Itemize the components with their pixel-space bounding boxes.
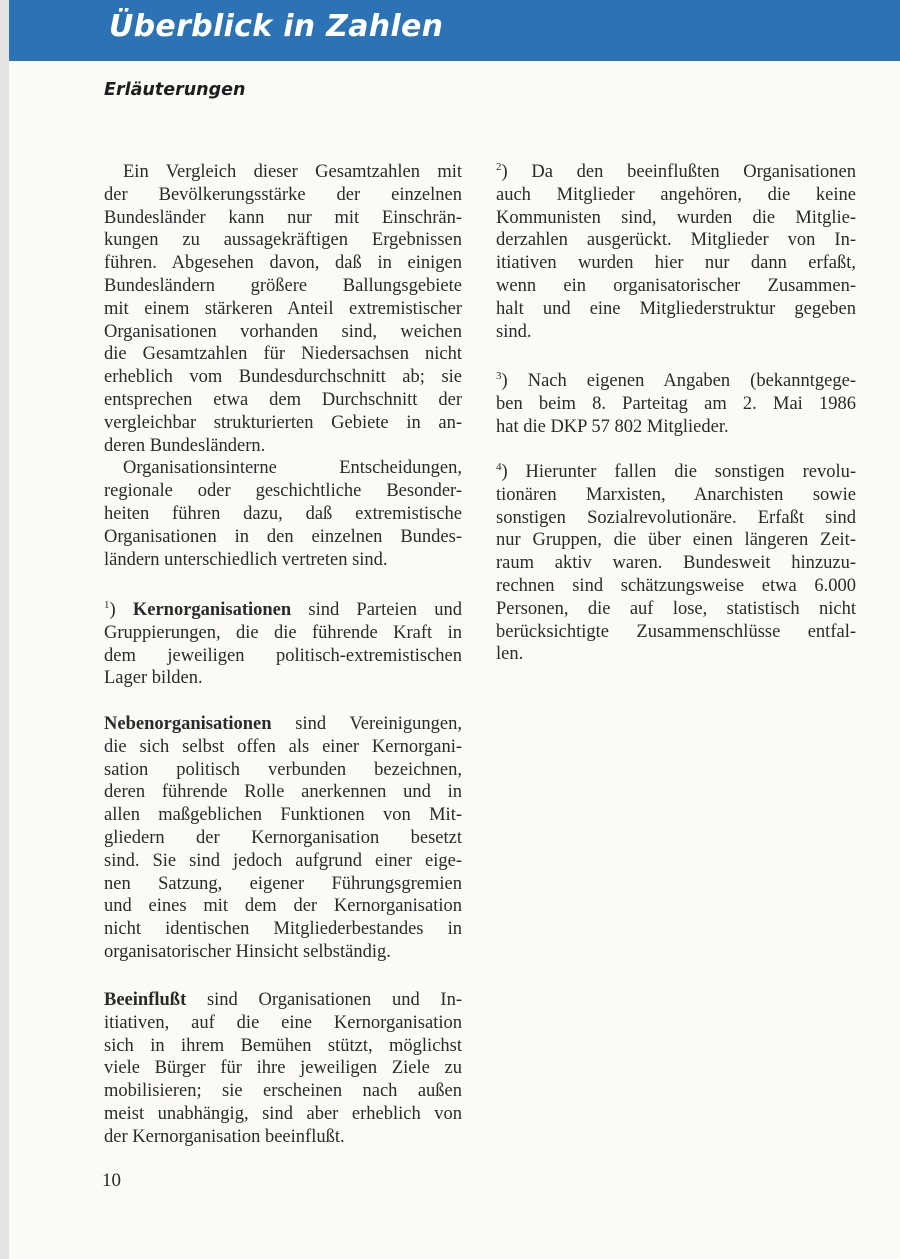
page-number: 10 xyxy=(102,1170,121,1191)
text-line: Bundesländern größere Ballungsgebiete xyxy=(104,275,462,296)
text-line: raum aktiv waren. Bundesweit hinzuzu- xyxy=(496,553,856,574)
footnote-marker: 1 xyxy=(104,599,110,611)
text-line: viele Bürger für ihre jeweiligen Ziele zu xyxy=(104,1058,462,1079)
text-line: len. xyxy=(496,644,524,665)
text-line: itiativen wurden hier nur dann erfaßt, xyxy=(496,253,856,274)
definition-first-line xyxy=(104,713,462,736)
definition-beeinflusst xyxy=(104,989,462,1149)
footnote-3 xyxy=(496,370,856,438)
footnote-marker: 2 xyxy=(496,161,502,173)
text-fragment: sind Vereinigungen, xyxy=(271,714,462,734)
text-line: auch Mitglieder angehören, die keine xyxy=(496,184,856,205)
text-line: sich in ihrem Bemühen stützt, möglichst xyxy=(104,1035,462,1056)
text-line: heiten führen dazu, daß extremistische xyxy=(104,503,462,524)
page-title: Überblick in Zahlen xyxy=(109,9,444,44)
text-line: berücksichtigte Zusammenschlüsse entfal- xyxy=(496,621,856,642)
text-line: die sich selbst offen als einer Kernorgani- xyxy=(104,736,462,757)
term-beeinflusst: Beeinflußt xyxy=(104,990,187,1010)
footnote-4 xyxy=(496,461,856,666)
text-line: mit einem stärkeren Anteil extremistischer xyxy=(104,298,462,319)
text-line: nur Gruppen, die über einen längeren Zeit- xyxy=(496,530,856,551)
text-line: tionären Marxisten, Anarchisten sowie xyxy=(496,484,856,505)
text-line: und eines mit dem der Kernorganisation xyxy=(104,896,462,917)
text-line: allen maßgeblichen Funktionen von Mit- xyxy=(104,805,462,826)
text-line: Gruppierungen, die die führende Kraft in xyxy=(104,622,462,643)
text-line: organisatorischer Hinsicht selbständig. xyxy=(104,941,391,962)
footnote-4-first-line xyxy=(496,461,856,484)
footnote-1 xyxy=(104,599,462,690)
text-line: ben beim 8. Parteitag am 2. Mai 1986 xyxy=(496,393,856,414)
footnote-2 xyxy=(496,161,856,343)
text-line: itiativen, auf die eine Kernorganisation xyxy=(104,1012,462,1033)
text-line: Personen, die auf lose, statistisch nicht xyxy=(496,598,856,619)
text-line: die Gesamtzahlen für Niedersachsen nicht xyxy=(104,344,462,365)
footnote-3-first-line xyxy=(496,370,856,393)
text-line: führen. Abgesehen davon, daß in einigen xyxy=(104,253,462,274)
footnote-2-first-line xyxy=(496,161,856,184)
text-line: vergleichbar strukturierten Gebiete in an- xyxy=(104,412,462,433)
text-line: ländern unterschiedlich vertreten sind. xyxy=(104,549,388,570)
term-nebenorganisationen: Nebenorganisationen xyxy=(104,714,272,734)
text-line: Organisationen vorhanden sind, weichen xyxy=(104,321,462,342)
text-line: der Bevölkerungsstärke der einzelnen xyxy=(104,184,462,205)
text-line: gliedern der Kernorganisation besetzt xyxy=(104,827,462,848)
text-line: halt und eine Mitgliederstruktur gegeben xyxy=(496,298,856,319)
text-line: meist unabhängig, sind aber erheblich von xyxy=(104,1103,462,1124)
text-line: regionale oder geschichtliche Besonder- xyxy=(104,481,462,502)
text-line: sind. xyxy=(496,321,532,342)
text-line: Bundesländer kann nur mit Einschrän- xyxy=(104,207,462,228)
term-kernorganisationen: Kernorganisationen xyxy=(132,600,292,620)
text-fragment: sind Organisationen und In- xyxy=(186,990,462,1010)
footnote-1-first-line: $^1$) Kernorganisationen sind Parteien und xyxy=(104,599,462,620)
text-line: mobilisieren; sie erscheinen nach außen xyxy=(104,1081,462,1102)
text-fragment: ) Nach eigenen Angaben (bekanntgege- xyxy=(501,371,856,391)
definition-nebenorganisationen xyxy=(104,713,462,964)
definition-first-line xyxy=(104,989,462,1012)
text-line: sation politisch verbunden bezeichnen, xyxy=(104,759,462,780)
text-line: entsprechen etwa dem Durchschnitt der xyxy=(104,389,462,410)
text-line: nen Satzung, eigener Führungsgremien xyxy=(104,873,462,894)
text-line: deren führende Rolle anerkennen und in xyxy=(104,782,462,803)
text-line: nicht identischen Mitgliederbestandes in xyxy=(104,919,462,940)
text-line: Lager bilden. xyxy=(104,668,203,689)
text-line: derzahlen ausgerückt. Mitglieder von In- xyxy=(496,230,856,251)
text-line: kungen zu aussagekräftigen Ergebnissen xyxy=(104,230,462,251)
page-binding-edge xyxy=(0,0,9,1259)
footnote-marker: 4 xyxy=(496,461,502,473)
text-line: dem jeweiligen politisch-extremistischen xyxy=(104,645,462,666)
text-fragment: sind Parteien und xyxy=(291,600,462,620)
text-line: Ein Vergleich dieser Gesamtzahlen mit xyxy=(123,162,462,182)
text-line: rechnen sind schätzungsweise etwa 6.000 xyxy=(496,575,856,596)
text-line: deren Bundesländern. xyxy=(104,435,266,456)
header-banner xyxy=(9,0,900,61)
text-line: hat die DKP 57 802 Mitglieder. xyxy=(496,416,729,437)
section-heading: Erläuterungen xyxy=(104,80,246,100)
intro-paragraph xyxy=(104,161,462,571)
text-line: der Kernorganisation beeinflußt. xyxy=(104,1126,345,1147)
footnote-marker: 3 xyxy=(496,370,502,382)
text-line: Organisationen in den einzelnen Bundes- xyxy=(104,526,462,547)
text-fragment: ) Hierunter fallen die sonstigen revolu- xyxy=(501,462,856,482)
text-line: sonstigen Sozialrevolutionäre. Erfaßt sind xyxy=(496,507,856,528)
text-line: Organisationsinterne Entscheidungen, xyxy=(123,458,462,479)
text-line: wenn ein organisatorischer Zusammen- xyxy=(496,275,856,296)
text-line: erheblich vom Bundesdurchschnitt ab; sie xyxy=(104,367,462,388)
text-line: Kommunisten sind, wurden die Mitglie- xyxy=(496,207,856,228)
text-fragment: ) Da den beeinflußten Organisationen xyxy=(501,162,856,182)
text-line: sind. Sie sind jedoch aufgrund einer eige- xyxy=(104,850,462,871)
